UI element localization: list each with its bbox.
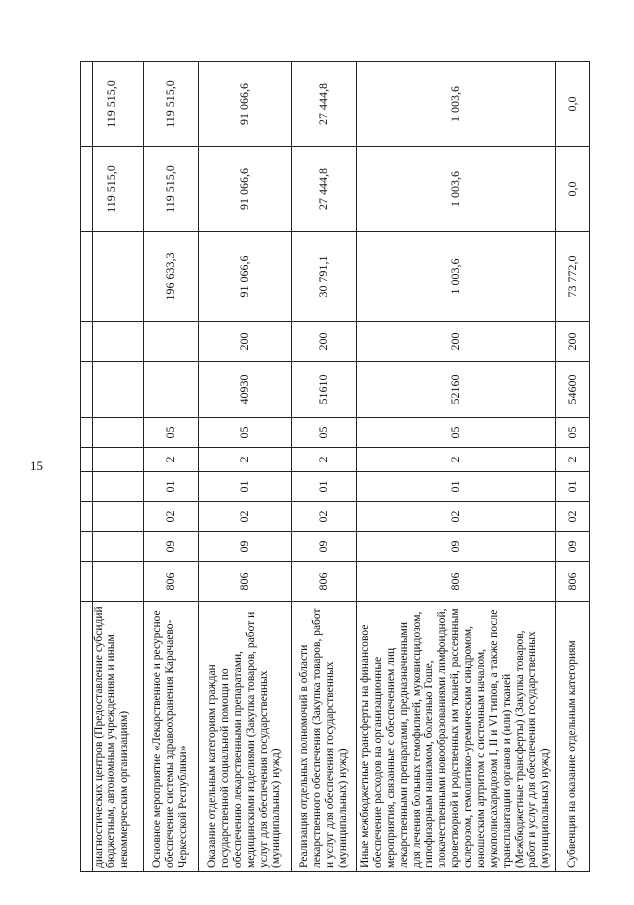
- cell-main_event: 05: [198, 418, 291, 448]
- cell-total: 91 066,6: [198, 232, 291, 322]
- cell-year1: 91 066,6: [198, 147, 291, 232]
- cell-program: 01: [198, 472, 291, 502]
- cell-direction: 51610: [291, 362, 356, 418]
- cell-subprogram: [81, 448, 144, 472]
- cell-subsection: 02: [291, 502, 356, 532]
- cell-section: 09: [356, 532, 555, 562]
- cell-year2: 27 444,8: [291, 62, 356, 147]
- cell-year2: 119 515,0: [143, 62, 198, 147]
- cell-year2: 119 515,0: [81, 62, 144, 147]
- cell-direction: 40930: [198, 362, 291, 418]
- cell-year1: 0,0: [555, 147, 590, 232]
- cell-direction: 54600: [555, 362, 590, 418]
- cell-section: 09: [198, 532, 291, 562]
- cell-admin: [81, 562, 144, 602]
- cell-subsection: 02: [143, 502, 198, 532]
- cell-main_event: 05: [356, 418, 555, 448]
- cell-total: 30 791,1: [291, 232, 356, 322]
- budget-table: [80, 61, 590, 872]
- cell-admin: 806: [198, 562, 291, 602]
- cell-subprogram: 2: [555, 448, 590, 472]
- cell-subprogram: 2: [356, 448, 555, 472]
- cell-subsection: 02: [198, 502, 291, 532]
- cell-year1: 119 515,0: [143, 147, 198, 232]
- cell-name: Основное мероприятие «Лекарственное и ресурсное обеспечение системы здравоохранения Карачаево-Черкесской Республики»: [143, 602, 198, 872]
- rotated-table-container: [80, 62, 590, 872]
- cell-year1: 27 444,8: [291, 147, 356, 232]
- cell-direction: [143, 362, 198, 418]
- cell-name: Иные межбюджетные трансферты на финансовое обеспечение расходов на организационные мероприятия, связанные с обеспечением лиц лекарственными препаратами, предназначенными для лечения больных гемофилией, муковисцидозом, гипофизарным нанизмом, болезнью Гоше, злокачественными новообразованиями лимфоидной, кроветворной и родственных им тканей, рассеянным склерозом, гемолитико-уремическим синдромом, юношеским артритом с системным началом, мукополисахаридозом I, II и VI типов, а также после трансплантации органов и (или) тканей (Межбюджетные трансферты) (Закупка товаров, работ и услуг для обеспечения государственных (муниципальных) нужд): [356, 602, 555, 872]
- cell-program: 01: [291, 472, 356, 502]
- cell-program: 01: [356, 472, 555, 502]
- cell-name: Субвенция на оказание отдельным категориям: [555, 602, 590, 872]
- cell-section: [81, 532, 144, 562]
- cell-name: диагностических центров (Предоставление субсидий бюджетным, автономным учреждениям и иным некоммерческим организациям): [81, 602, 144, 872]
- cell-year2: 0,0: [555, 62, 590, 147]
- cell-total: [81, 232, 144, 322]
- cell-subprogram: 2: [291, 448, 356, 472]
- cell-admin: 806: [143, 562, 198, 602]
- cell-program: 01: [555, 472, 590, 502]
- table-row: [143, 62, 198, 872]
- cell-year2: 1 003,6: [356, 62, 555, 147]
- cell-direction: 52160: [356, 362, 555, 418]
- cell-subprogram: 2: [198, 448, 291, 472]
- cell-type: 200: [356, 322, 555, 362]
- cell-section: 09: [291, 532, 356, 562]
- cell-main_event: 05: [143, 418, 198, 448]
- cell-main_event: 05: [555, 418, 590, 448]
- table-wrapper: [80, 62, 590, 872]
- cell-name: Реализация отдельных полномочий в области лекарственного обеспечения (Закупка товаров, работ и услуг для обеспечения государственных (муниципальных) нужд): [291, 602, 356, 872]
- table-body: [81, 62, 590, 872]
- cell-total: 1 003,6: [356, 232, 555, 322]
- cell-type: 200: [198, 322, 291, 362]
- cell-main_event: 05: [291, 418, 356, 448]
- table-row: [555, 62, 590, 872]
- cell-section: 09: [555, 532, 590, 562]
- table-row: [356, 62, 555, 872]
- cell-admin: 806: [291, 562, 356, 602]
- cell-name: Оказание отдельным категориям граждан государственной социальной помощи по обеспечению лекарственными препаратами, медицинскими изделиями (Закупка товаров, работ и услуг для обеспечения государственных (муниципальных) нужд): [198, 602, 291, 872]
- table-row: [291, 62, 356, 872]
- page-number: 15: [30, 458, 43, 473]
- cell-admin: 806: [555, 562, 590, 602]
- cell-subprogram: 2: [143, 448, 198, 472]
- cell-direction: [81, 362, 144, 418]
- cell-year2: 91 066,6: [198, 62, 291, 147]
- cell-total: 73 772,0: [555, 232, 590, 322]
- table-row: [198, 62, 291, 872]
- cell-subsection: 02: [555, 502, 590, 532]
- cell-subsection: 02: [356, 502, 555, 532]
- cell-type: [81, 322, 144, 362]
- cell-type: 200: [291, 322, 356, 362]
- cell-main_event: [81, 418, 144, 448]
- cell-year1: 119 515,0: [81, 147, 144, 232]
- cell-type: [143, 322, 198, 362]
- cell-subsection: [81, 502, 144, 532]
- cell-section: 09: [143, 532, 198, 562]
- cell-program: [81, 472, 144, 502]
- cell-program: 01: [143, 472, 198, 502]
- table-row: [81, 62, 144, 872]
- cell-admin: 806: [356, 562, 555, 602]
- cell-total: 196 633,3: [143, 232, 198, 322]
- cell-type: 200: [555, 322, 590, 362]
- cell-year1: 1 003,6: [356, 147, 555, 232]
